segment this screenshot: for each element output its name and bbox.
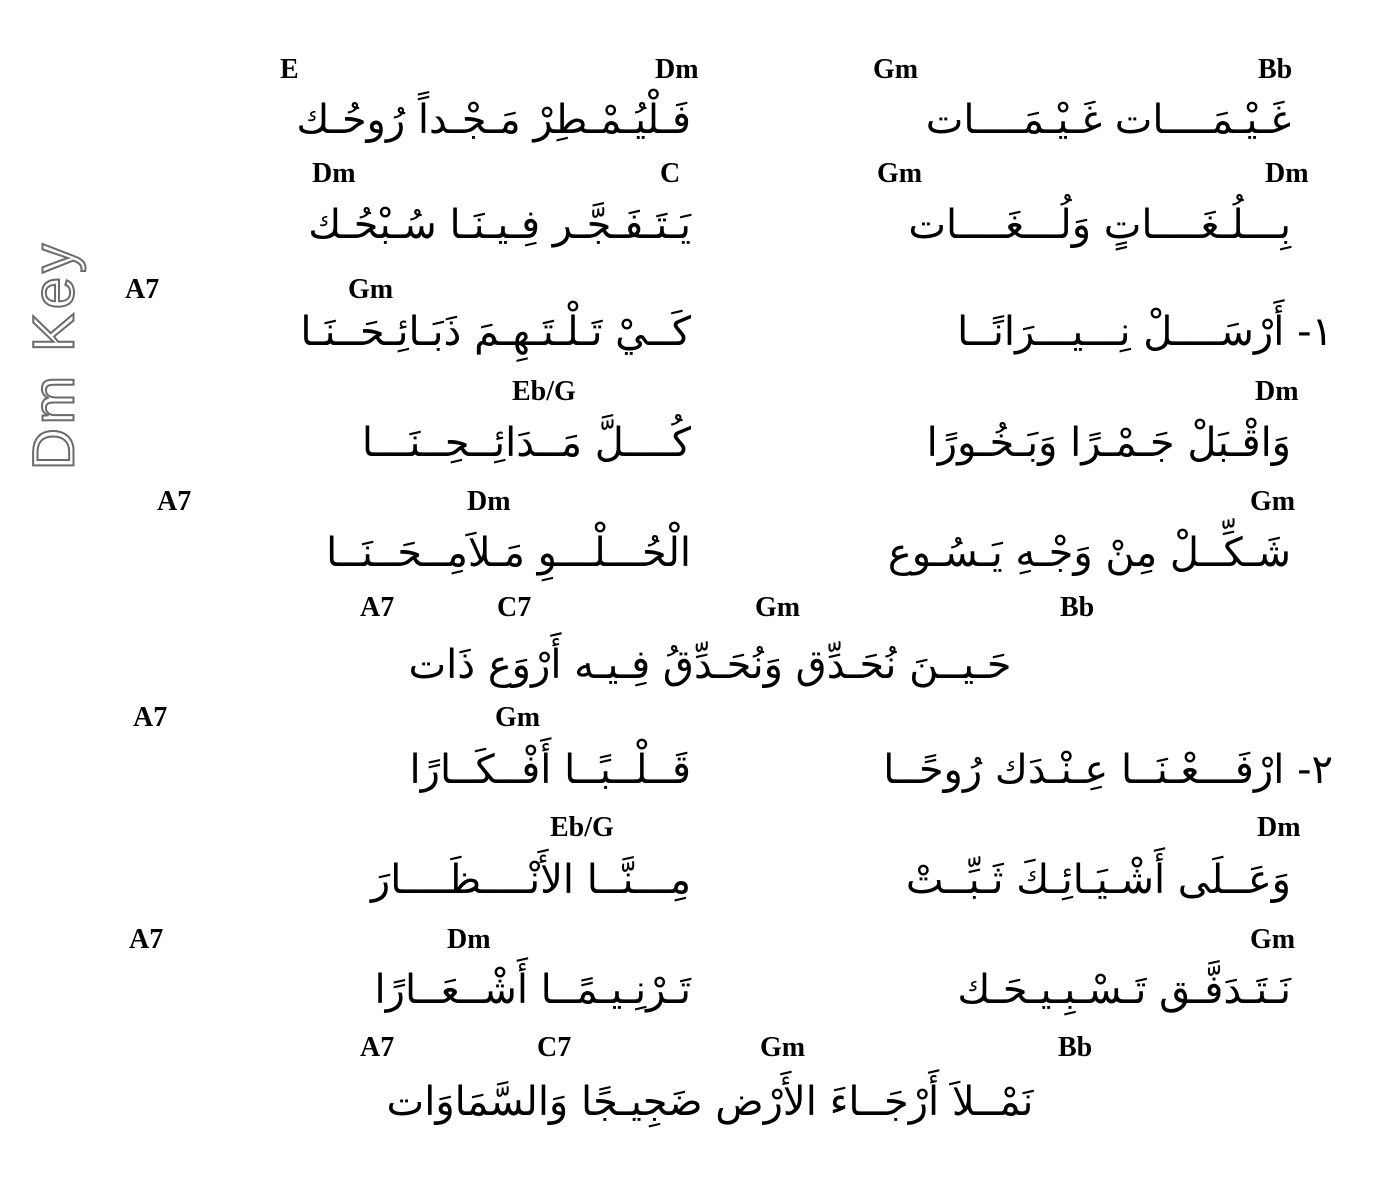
chord: A7 — [133, 702, 168, 733]
chord: Gm — [1250, 486, 1296, 517]
lyric-line-1-left: فَـلْيُـمْـطِرْ مَـجْـداً رُوحُـك — [296, 97, 691, 143]
lyric-line-5-right: شَـكِّــلْ مِنْ وَجْـهِ يَـسُـوع — [887, 530, 1291, 576]
lyric-line-3-right: ١- أَرْسَــــلْ نِـــيـــرَانًــا — [957, 309, 1333, 355]
chord: Gm — [873, 54, 919, 85]
chord: Bb — [1058, 1032, 1093, 1063]
chord: Gm — [1250, 924, 1296, 955]
chord: Gm — [760, 1032, 806, 1063]
lyric-line-2-left: يَـتَـفَـجَّـر فِـيـنَـا سُـبْحُـك — [308, 202, 691, 248]
chord: Bb — [1258, 54, 1293, 85]
chord: A7 — [360, 1032, 395, 1063]
lyric-line-4-right: وَاقْـبَلْ جَـمْـرًا وَبَـخُـورًا — [926, 420, 1291, 466]
chord: Gm — [348, 274, 394, 305]
chord: Dm — [1257, 812, 1301, 843]
lyric-line-6: حَـيــنَ نُحَـدِّق وَنُحَـدِّقُ فِـيـه أَرْوَع ذَات — [408, 642, 1012, 688]
lyric-line-7-right: ٢- ارْفَـــعْـنَــا عِـنْـدَك رُوحًــا — [883, 747, 1333, 793]
lyric-line-8-left: مِـــنَّــا الأَنْــــظَــــارَ — [370, 857, 691, 903]
chord: Gm — [877, 158, 923, 189]
chord: A7 — [360, 592, 395, 623]
lyric-line-1-right: غَـيْـمَــــات غَـيْـمَــــات — [925, 97, 1291, 143]
chord: C7 — [537, 1032, 572, 1063]
chord: A7 — [125, 274, 160, 305]
chord: E — [280, 54, 299, 85]
chord: Dm — [467, 486, 511, 517]
lyric-line-7-left: قَــلْــبًــا أَفْــكَــارًا — [409, 747, 691, 793]
chord: Eb/G — [550, 812, 614, 843]
chord: A7 — [157, 486, 192, 517]
chord: Bb — [1060, 592, 1095, 623]
lyric-line-4-left: كُــــلَّ مَــدَائِــحِــنَـــا — [361, 420, 691, 466]
lyric-line-9-left: تَـرْنِـيـمًــا أَشْــعَــارًا — [374, 967, 691, 1013]
chord: Eb/G — [512, 376, 576, 407]
chord: Dm — [312, 158, 356, 189]
lyric-line-8-right: وَعَــلَى أَشْـيَـائِـكَ ثَـبِّــتْ — [905, 857, 1291, 903]
chord: A7 — [129, 924, 164, 955]
chord: Dm — [447, 924, 491, 955]
chord: Dm — [1255, 376, 1299, 407]
chord: C7 — [497, 592, 532, 623]
lyric-line-10: نَمْــلاَ أَرْجَــاءَ الأَرْض ضَجِيـجًا وَالسَّمَاوَات — [386, 1079, 1034, 1125]
chord: C — [660, 158, 681, 189]
lyric-line-3-left: كَــيْ تَـلْـتَـهِـمَ ذَبَـائِـحَــنَـا — [300, 309, 691, 355]
chord: Dm — [655, 54, 699, 85]
chord: Gm — [755, 592, 801, 623]
lyric-line-2-right: بِـــلُـغَــــاتٍ وَلُـــغَــــات — [908, 202, 1291, 248]
chord: Dm — [1265, 158, 1309, 189]
lyric-line-9-right: نَـتَـدَفَّـق تَـسْـبِـيـحَـك — [957, 967, 1291, 1013]
key-label: Dm Key — [21, 239, 87, 471]
lyric-line-5-left: الْحُـــلْـــوِ مَـلاَمِــحَــنَــا — [326, 530, 691, 576]
chord: Gm — [495, 702, 541, 733]
